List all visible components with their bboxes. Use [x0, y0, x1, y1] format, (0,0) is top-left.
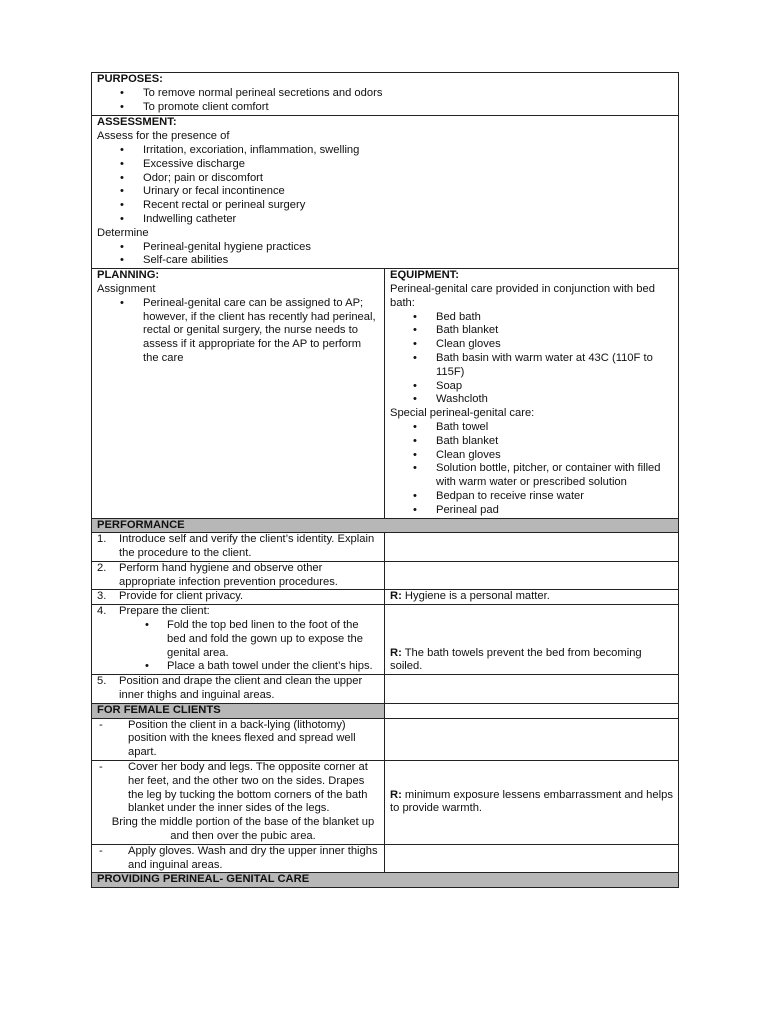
table-row: [92, 675, 679, 704]
step-text: Provide for client privacy.: [119, 590, 244, 603]
table-row: [92, 533, 679, 562]
step-text: Apply gloves. Wash and dry the upper inner thighs and inguinal areas.: [128, 844, 378, 871]
footer-heading-row: [92, 873, 679, 888]
assessment-row: [92, 116, 679, 269]
female-heading-row: [92, 703, 679, 718]
list-item: • Bath blanket: [390, 324, 673, 338]
rationale-cell: [385, 718, 679, 760]
assessment-list: [97, 144, 673, 227]
determine-list: [97, 241, 673, 269]
table-row: [92, 605, 679, 675]
step-text: Cover her body and legs. The opposite corner at her feet, and the other two on the sides. Drapes the leg by tucking the bottom corners of the bath blanket under the inner sides of the legs.: [128, 761, 368, 815]
step-number: 1.: [97, 533, 107, 546]
step-number: 2.: [97, 561, 107, 574]
step-text: Introduce self and verify the client’s identity. Explain the procedure to the client.: [119, 533, 375, 560]
list-item: • Washcloth: [390, 393, 673, 407]
rationale-cell: [385, 844, 679, 873]
step-text: Position the client in a back-lying (lithotomy) position with the knees flexed and spread well apart.: [128, 718, 356, 759]
prepare-list: [97, 619, 379, 674]
footer-heading: PROVIDING PERINEAL- GENITAL CARE: [92, 873, 679, 888]
list-item: • Indwelling catheter: [97, 213, 673, 227]
special-list: [390, 421, 673, 518]
list-item: • Bedpan to receive rinse water: [390, 490, 673, 504]
rationale-cell: [385, 533, 679, 562]
rationale-cell: [385, 590, 679, 605]
planning-sub: Assignment: [97, 282, 156, 295]
equipment-intro: Perineal-genital care provided in conjunction with bed bath:: [390, 282, 655, 309]
step-number: 4.: [97, 605, 107, 618]
table-row: [92, 561, 679, 590]
rationale-text: minimum exposure lessens embarrassment and helps to provide warmth.: [390, 788, 673, 815]
rationale-cell: [385, 761, 679, 845]
female-heading: FOR FEMALE CLIENTS: [92, 703, 385, 718]
step-text-continued: Bring the middle portion of the base of the blanket up and then over the pubic area.: [111, 816, 375, 843]
rationale-cell: [385, 605, 679, 675]
purposes-row: [92, 73, 679, 116]
rationale-cell: [385, 675, 679, 704]
step-dash: -: [99, 844, 103, 857]
list-item: • Clean gloves: [390, 449, 673, 463]
assessment-intro: Assess for the presence of: [97, 130, 230, 143]
step-number: 3.: [97, 590, 107, 603]
step-dash: -: [99, 718, 103, 731]
table-row: [92, 844, 679, 873]
step-text: Position and drape the client and clean the upper inner thighs and inguinal areas.: [119, 675, 363, 702]
list-item: • Self-care abilities: [97, 254, 673, 268]
list-item: • Perineal pad: [390, 504, 673, 518]
list-item: • Soap: [390, 380, 673, 394]
step-number: 5.: [97, 675, 107, 688]
equipment-list: [390, 311, 673, 408]
list-item: • Fold the top bed linen to the foot of the bed and fold the gown up to expose the genital area.: [97, 619, 379, 660]
list-item: • Odor; pain or discomfort: [97, 172, 673, 186]
procedure-table: [91, 72, 679, 888]
equipment-heading: EQUIPMENT:: [390, 269, 459, 282]
performance-heading-row: [92, 518, 679, 533]
assessment-heading: ASSESSMENT:: [97, 116, 177, 129]
special-label: Special perineal-genital care:: [390, 407, 535, 420]
list-item: • Bath towel: [390, 421, 673, 435]
performance-heading: PERFORMANCE: [92, 518, 679, 533]
table-row: [92, 761, 679, 845]
list-item: • Urinary or fecal incontinence: [97, 185, 673, 199]
rationale-label: R:: [390, 646, 402, 659]
list-item: • Place a bath towel under the client’s hips.: [97, 660, 379, 674]
empty-cell: [385, 703, 679, 718]
table-row: [92, 718, 679, 760]
procedure-document: [91, 72, 678, 888]
table-row: [92, 590, 679, 605]
list-item: • Irritation, excoriation, inflammation, swelling: [97, 144, 673, 158]
rationale-label: R:: [390, 590, 402, 603]
list-item: • Solution bottle, pitcher, or container with filled with warm water or prescribed solution: [390, 462, 673, 490]
list-item: • Bed bath: [390, 311, 673, 325]
list-item: • Bath blanket: [390, 435, 673, 449]
list-item: • Bath basin with warm water at 43C (110F to 115F): [390, 352, 673, 380]
list-item: • Perineal-genital hygiene practices: [97, 241, 673, 255]
rationale-text: The bath towels prevent the bed from becoming soiled.: [390, 646, 642, 673]
planning-list: [97, 297, 379, 366]
rationale-cell: [385, 561, 679, 590]
determine-label: Determine: [97, 226, 149, 239]
list-item: • Recent rectal or perineal surgery: [97, 199, 673, 213]
list-item: • Perineal-genital care can be assigned to AP; however, if the client has recently had perineal, rectal or genital surgery, the nurse needs to assess if it appropriate for the AP to perform the care: [97, 297, 379, 366]
step-dash: -: [99, 761, 103, 774]
purposes-list: [97, 87, 673, 115]
rationale-text: Hygiene is a personal matter.: [404, 590, 550, 603]
rationale-label: R:: [390, 788, 402, 801]
step-text: Prepare the client:: [119, 605, 210, 618]
step-text: Perform hand hygiene and observe other appropriate infection prevention procedures.: [119, 561, 338, 588]
list-item: • To promote client comfort: [97, 101, 673, 115]
purposes-heading: PURPOSES:: [97, 73, 163, 85]
planning-heading: PLANNING:: [97, 269, 160, 282]
planning-equipment-row: [92, 269, 679, 518]
list-item: • Excessive discharge: [97, 158, 673, 172]
list-item: • To remove normal perineal secretions and odors: [97, 87, 673, 101]
list-item: • Clean gloves: [390, 338, 673, 352]
